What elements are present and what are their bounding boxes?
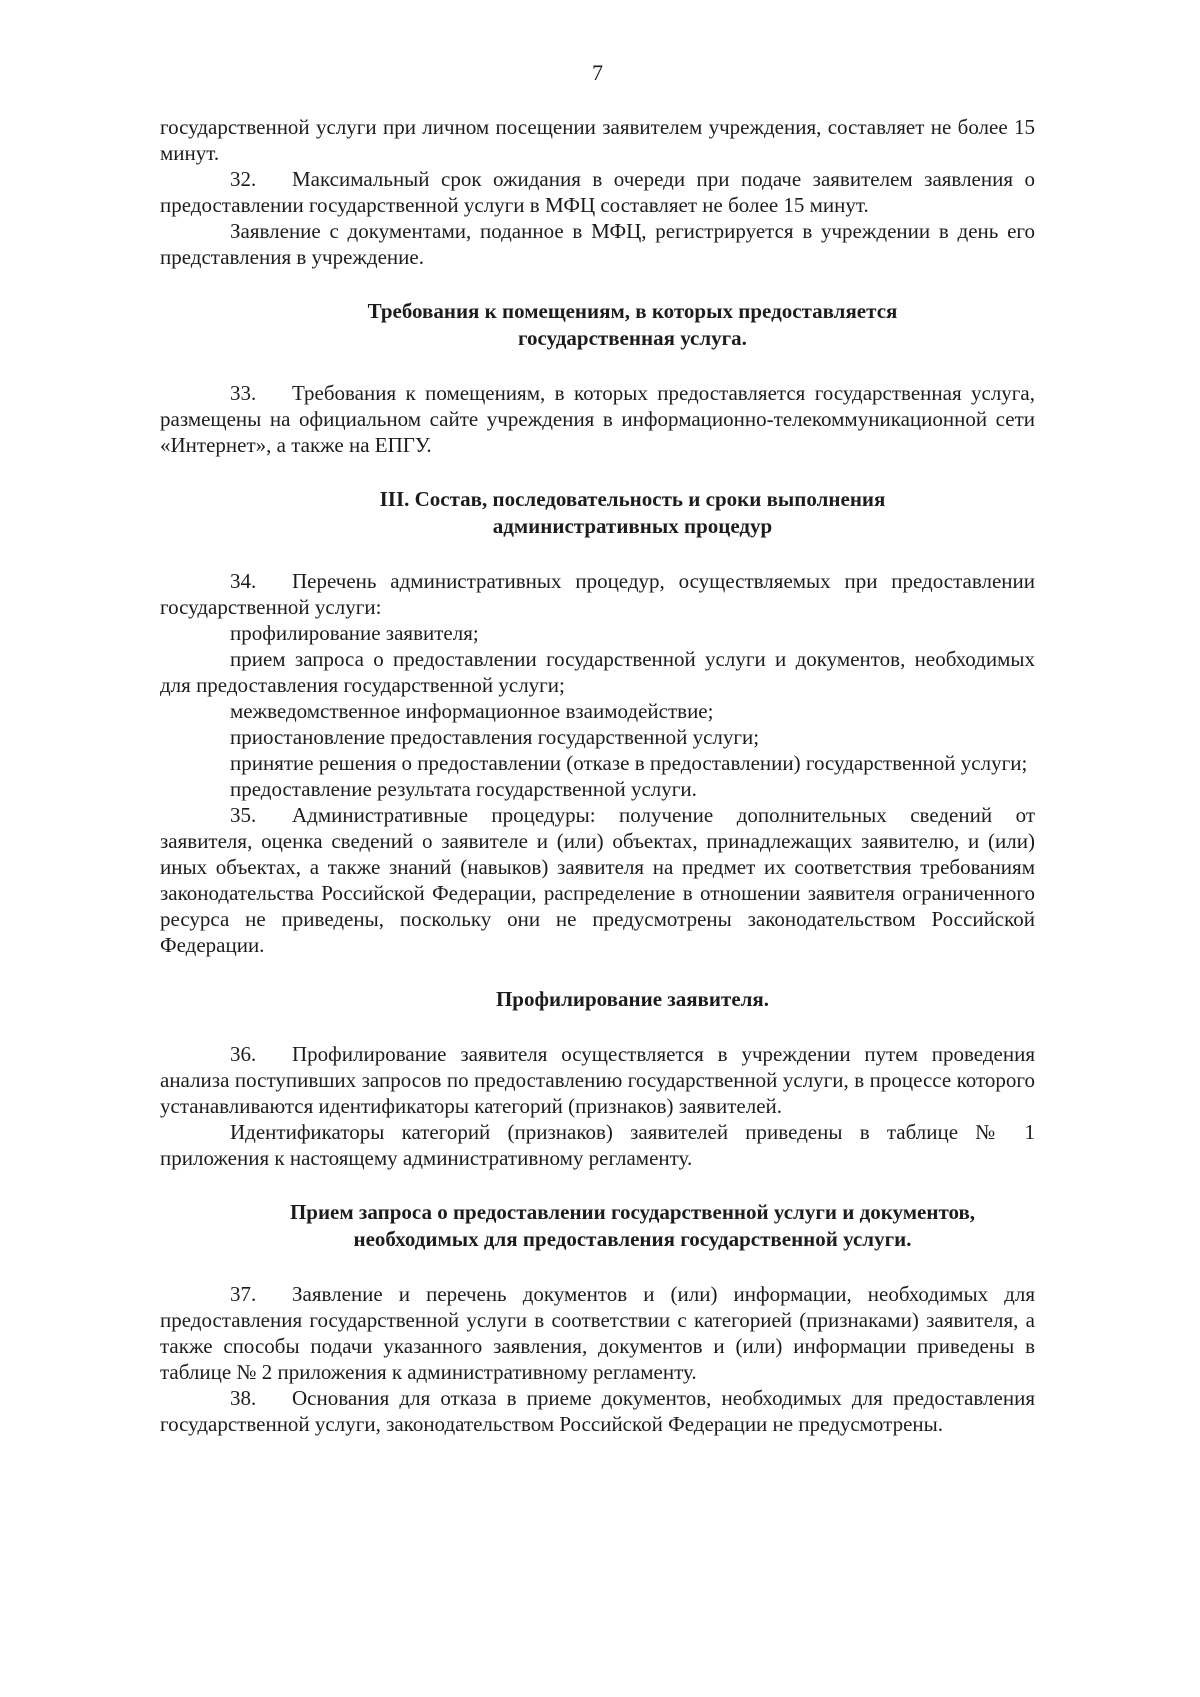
list-item: прием запроса о предоставлении государственной услуги и документов, необходимых для предоставления государственной услуги; bbox=[160, 647, 1035, 697]
paragraph-37 bbox=[160, 1281, 1035, 1385]
heading-line: административных процедур bbox=[492, 514, 773, 538]
paragraph-text: Профилирование заявителя осуществляется в учреждении путем проведения анализа поступивших запросов по предоставлению государственной услуги, в процессе которого устанавливаются идентификаторы категорий (признаков) заявителей. bbox=[160, 1042, 1035, 1118]
paragraph-33 bbox=[160, 380, 1035, 458]
page-number: 7 bbox=[592, 60, 603, 85]
paragraph-number: 35. bbox=[230, 803, 257, 827]
paragraph-35 bbox=[160, 802, 1035, 958]
paragraph-36-continued: Идентификаторы категорий (признаков) заявителей приведены в таблице № 1 приложения к настоящему административному регламенту. bbox=[160, 1120, 1035, 1170]
section-heading-profiling bbox=[160, 986, 1035, 1013]
paragraph-text: Требования к помещениям, в которых предоставляется государственная услуга, размещены на официальном сайте учреждения в информационно-телекоммуникационной сети «Интернет», а также на ЕПГУ. bbox=[160, 381, 1035, 457]
heading-line: III. Состав, последовательность и сроки выполнения bbox=[379, 487, 886, 511]
paragraph-text: Заявление и перечень документов и (или) информации, необходимых для предоставления государственной услуги в соответствии с категорией (признаками) заявителя, а также способы подачи указанного заявления, документов и (или) информации приведены в таблице № 2 приложения к административному регламенту. bbox=[160, 1282, 1035, 1384]
paragraph-text: Административные процедуры: получение дополнительных сведений от заявителя, оценка сведений о заявителе и (или) объектах, принадлежащих заявителю, и (или) иных объектах, а также знаний (навыков) заявителя на предмет их соответствия требованиям законодательства Российской Федерации, распределение в отношении заявителя ограниченного ресурса не приведены, поскольку они не предусмотрены законодательством Российской Федерации. bbox=[160, 803, 1035, 957]
paragraph-number: 37. bbox=[230, 1282, 257, 1306]
paragraph-text: Основания для отказа в приеме документов, необходимых для предоставления государственной услуги, законодательством Российской Федерации не предусмотрены. bbox=[160, 1386, 1035, 1436]
paragraph-number: 34. bbox=[230, 569, 257, 593]
list-item: профилирование заявителя; bbox=[230, 621, 479, 645]
paragraph-number: 32. bbox=[230, 167, 257, 191]
paragraph-number: 38. bbox=[230, 1386, 257, 1410]
heading-line: необходимых для предоставления государственной услуги. bbox=[353, 1227, 912, 1251]
heading-line: Профилирование заявителя. bbox=[495, 987, 770, 1011]
section-heading-procedures bbox=[160, 486, 1035, 540]
section-heading-premises bbox=[160, 298, 1035, 352]
list-item: принятие решения о предоставлении (отказе в предоставлении) государственной услуги; bbox=[230, 751, 1028, 775]
paragraph-text: Максимальный срок ожидания в очереди при подаче заявителем заявления о предоставлении государственной услуги в МФЦ составляет не более 15 минут. bbox=[160, 167, 1035, 217]
paragraph-text: Перечень административных процедур, осуществляемых при предоставлении государственной услуги: bbox=[160, 569, 1035, 619]
paragraph-number: 33. bbox=[230, 381, 257, 405]
paragraph-32 bbox=[160, 166, 1035, 218]
heading-line: Требования к помещениям, в которых предоставляется bbox=[367, 299, 898, 323]
document-page bbox=[160, 60, 1035, 1437]
list-item: межведомственное информационное взаимодействие; bbox=[230, 699, 714, 723]
paragraph-number: 36. bbox=[230, 1042, 257, 1066]
heading-line: государственная услуга. bbox=[518, 326, 747, 350]
list-item: предоставление результата государственной услуги. bbox=[230, 777, 697, 801]
paragraph-38 bbox=[160, 1385, 1035, 1437]
section-heading-request bbox=[160, 1199, 1035, 1253]
paragraph-continuation: государственной услуги при личном посещении заявителем учреждения, составляет не более 15 минут. bbox=[160, 115, 1035, 165]
list-item: приостановление предоставления государственной услуги; bbox=[230, 725, 760, 749]
heading-line: Прием запроса о предоставлении государственной услуги и документов, bbox=[289, 1200, 976, 1224]
paragraph-32-continued: Заявление с документами, поданное в МФЦ, регистрируется в учреждении в день его представления в учреждение. bbox=[160, 219, 1035, 269]
paragraph-34 bbox=[160, 568, 1035, 620]
paragraph-36 bbox=[160, 1041, 1035, 1119]
